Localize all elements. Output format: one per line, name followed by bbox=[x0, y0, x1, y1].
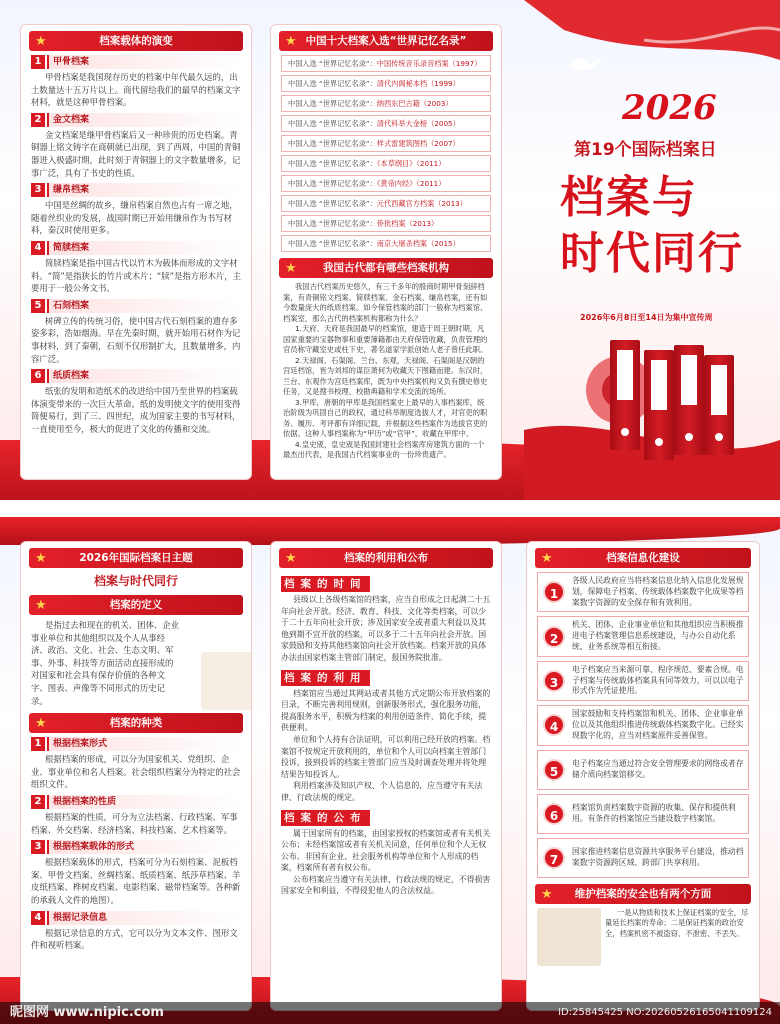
info-item bbox=[537, 838, 749, 878]
star-icon: ★ bbox=[541, 551, 553, 566]
star-icon: ★ bbox=[285, 261, 297, 276]
section-text: 利用档案涉及知识产权、个人信息的，应当遵守有关法律、行政法规的规定。 bbox=[281, 781, 483, 802]
definition-text: 是指过去和现在的机关、团体、企业事业单位和其他组织以及个人从事经济、政治、文化、社会、生态文明、军事、外事、科技等方面活动直接形成的对国家和社会具有保存价值的各种文字、图表、声像等不同形式的历史记录。 bbox=[31, 620, 179, 706]
item-number: 4 bbox=[31, 911, 45, 925]
item-text: 电子档案应当通过符合安全管理要求的网络或者存储介质向档案馆移交。 bbox=[572, 758, 744, 779]
panel-heading bbox=[279, 548, 493, 568]
section-use bbox=[281, 666, 491, 804]
star-icon: ★ bbox=[35, 34, 47, 49]
info-item bbox=[537, 750, 749, 790]
archive-folder bbox=[610, 340, 640, 450]
item-prefix: 中国入选 “世界记忆名录”： bbox=[288, 119, 377, 128]
item-name: 清代内阁秘本档（1999） bbox=[376, 79, 460, 88]
memory-list-item bbox=[281, 175, 491, 192]
cover-subtitle: 第19个国际档案日 bbox=[574, 140, 717, 160]
section-tag: 档案的时间 bbox=[281, 576, 370, 592]
info-item bbox=[537, 661, 749, 701]
carrier-text: 纸张的发明和造纸术的改进给中国乃至世界的档案载体演变带来的一次巨大革命。纸的发明使文字的使用变得简便易行，到了三、四世纪，成为国家主要的书写材料，一直使用至今，极大的促进了文化的传播和交流。 bbox=[31, 386, 241, 434]
item-name: 中国传统音乐录音档案（1997） bbox=[376, 59, 482, 68]
item-prefix: 中国入选 “世界记忆名录”： bbox=[288, 159, 377, 168]
item-prefix: 中国入选 “世界记忆名录”： bbox=[288, 219, 377, 228]
theme-line-2: 时代同行 bbox=[560, 228, 744, 279]
memory-list-item bbox=[281, 155, 491, 172]
item-number: 2 bbox=[543, 626, 565, 648]
institution-text: 1.天府、天府是我国最早的档案馆，建造于周王朝时期，凡国家重要的宝器物事和重要簿籍都由天府保管收藏，负责管理的官员称守藏室史或柱下史，著名道家学派创始人老子曾任此职。 bbox=[283, 324, 488, 354]
info-item bbox=[537, 705, 749, 745]
institution-text: 2.天禄阁、石渠阁、兰台、东观，天禄阁、石渠阁是汉朝的宫廷档馆，皆为刘邦的谋臣萧何为收藏天下图籍而建。东汉时，兰台、东观作为宫廷档案库，既为中央档案机构又负有撰史修史任务，又是搜书校理、校勘典籍和学术交流的场所。 bbox=[283, 355, 488, 396]
heading-text: 档案的定义 bbox=[109, 599, 163, 611]
item-prefix: 中国入选 “世界记忆名录”： bbox=[288, 139, 377, 148]
item-prefix: 中国入选 “世界记忆名录”： bbox=[288, 179, 377, 188]
item-name: 《黄帝内经》（2011） bbox=[376, 179, 446, 188]
carrier-heading bbox=[31, 55, 241, 69]
institution-text: 3.甲库，唐朝的甲库是我国档案史上最早的人事档案库，统治阶级为巩固自己的政权，通过科举制度选拔人才，对官吏的职务、履历、考评都有详细记载，并根据这些档案作为选拔官吏的依据。这种人事档案称为“甲历”或“官甲”，收藏在甲库中。 bbox=[283, 397, 488, 438]
info-item bbox=[537, 794, 749, 834]
section-time bbox=[281, 572, 491, 664]
item-number: 2 bbox=[31, 113, 45, 127]
item-title: 根据记录信息 bbox=[47, 911, 241, 925]
item-text: 机关、团体、企业事业单位和其他组织应当积极推进电子档案管理信息系统建设，与办公自动化系统、业务系统等相互衔接。 bbox=[572, 620, 744, 651]
front-side bbox=[0, 0, 780, 500]
institution-list bbox=[271, 324, 501, 461]
memory-list-item bbox=[281, 55, 491, 72]
kind-text: 根据记录信息的方式，它可以分为文本文件、图形文件和视听档案。 bbox=[31, 927, 238, 951]
cover-year: 2026 bbox=[622, 88, 717, 128]
panel-heading bbox=[279, 31, 493, 51]
section-publish bbox=[281, 806, 491, 898]
item-name: 样式雷建筑图档（2007） bbox=[376, 139, 460, 148]
carrier-heading bbox=[31, 299, 241, 313]
kind-heading bbox=[31, 795, 241, 809]
item-prefix: 中国入选 “世界记忆名录”： bbox=[288, 99, 377, 108]
heading-text: 中国十大档案入选“世界记忆名录” bbox=[305, 35, 467, 47]
heading-text: 2026年国际档案日主题 bbox=[79, 552, 193, 564]
section-tag: 档案的公布 bbox=[281, 810, 370, 826]
kinds-list bbox=[21, 737, 251, 952]
item-number: 3 bbox=[543, 670, 565, 692]
info-item bbox=[537, 572, 749, 612]
item-text: 国家推进档案信息资源共享服务平台建设，推动档案数字资源跨区域、跨部门共享利用。 bbox=[572, 846, 744, 867]
section-text: 档案馆应当通过其网站或者其他方式定期公布开放档案的目录，不断完善利用规则，创新服务形式，强化服务功能，提高服务水平，积极为档案的利用创造条件，简化手续，提供便利。 bbox=[281, 688, 491, 733]
side-gap bbox=[0, 500, 780, 517]
carrier-heading bbox=[31, 113, 241, 127]
item-name: 侨批档案（2013） bbox=[376, 219, 439, 228]
archive-folder bbox=[674, 345, 704, 455]
memory-list-item bbox=[281, 135, 491, 152]
section-text: 公布档案应当遵守有关法律、行政法规的规定，不得损害国家安全和利益，不得侵犯他人的合法权益。 bbox=[281, 874, 491, 896]
back-side bbox=[0, 517, 780, 1024]
item-number: 1 bbox=[31, 55, 45, 69]
heading-text: 维护档案的安全也有两个方面 bbox=[574, 887, 712, 900]
section-text: 县级以上各级档案馆的档案，应当自形成之日起满二十五年向社会开放。经济、教育、科技、文化等类档案，可以少于二十五年向社会开放；涉及国家安全或者重大利益以及其他到期不宜开放的档案，可以多于二十五年向社会开放。国家鼓励和支持其他档案馆向社会开放档案。档案开放的具体办法由国家档案主管部门制定，报国务院批准。 bbox=[281, 595, 491, 662]
meeting-illustration bbox=[201, 652, 252, 710]
watermark-left: 昵图网 www.nipic.com bbox=[10, 1005, 164, 1020]
kind-heading bbox=[31, 737, 241, 751]
item-title: 纸质档案 bbox=[47, 369, 241, 383]
panel-use-publish bbox=[270, 541, 502, 1011]
star-icon: ★ bbox=[35, 551, 47, 566]
archive-folder bbox=[644, 350, 674, 460]
panel-definition bbox=[20, 541, 252, 1011]
theme-line-1: 档案与 bbox=[560, 172, 698, 223]
item-title: 根据档案的性质 bbox=[47, 795, 241, 809]
item-number: 5 bbox=[543, 759, 565, 781]
item-prefix: 中国入选 “世界记忆名录”： bbox=[288, 59, 377, 68]
item-name: 《本草纲目》（2011） bbox=[376, 159, 446, 168]
item-name: 南京大屠杀档案（2015） bbox=[376, 239, 460, 248]
kind-text: 根据档案载体的形式，档案可分为石刻档案、泥板档案、甲骨文档案、丝绸档案、纸质档案、纸莎草档案、羊皮纸档案、桦树皮档案、电影档案、磁带档案等。各种新的承载人文件的地图）。 bbox=[31, 857, 241, 905]
item-prefix: 中国入选 “世界记忆名录”： bbox=[288, 239, 377, 248]
carrier-heading bbox=[31, 369, 241, 383]
item-text: 各级人民政府应当将档案信息化纳入信息化发展规划，保障电子档案、传统载体档案数字化成果等档案数字资源的安全保存和有效利用。 bbox=[572, 576, 744, 607]
item-number: 3 bbox=[31, 840, 45, 854]
info-item bbox=[537, 616, 749, 656]
kinds-heading bbox=[29, 713, 243, 733]
heading-text: 档案信息化建设 bbox=[606, 552, 680, 564]
memory-list bbox=[281, 55, 491, 252]
memory-list-item bbox=[281, 75, 491, 92]
star-icon: ★ bbox=[285, 34, 297, 49]
memory-list-item bbox=[281, 235, 491, 252]
panel-informatization bbox=[526, 541, 760, 1011]
item-number: 4 bbox=[543, 714, 565, 736]
carrier-text: 中国是丝绸的故乡，缣帛档案自然也占有一席之地，随着丝织业的发展，战国时期已开始用缣帛作为书写材料，秦汉时使用更多。 bbox=[31, 200, 238, 236]
heading-text: 档案的种类 bbox=[109, 717, 163, 730]
archive-folder bbox=[704, 355, 734, 455]
item-number: 6 bbox=[543, 803, 565, 825]
archivist-illustration bbox=[537, 908, 601, 966]
item-title: 根据档案载体的形式 bbox=[47, 840, 241, 854]
memory-list-item bbox=[281, 215, 491, 232]
panel-heading-2 bbox=[279, 258, 493, 278]
institution-text: 4.皇史宬，皇史宬是我国封建社会档案库房建筑方面的一个最杰出代表，是我国古代档案事业的一份珍贵遗产。 bbox=[283, 439, 485, 459]
watermark-bar bbox=[0, 1002, 780, 1024]
kind-heading bbox=[31, 911, 241, 925]
kind-text: 根据档案的形成，可以分为国家机关、党组织、企业、事业单位和名人档案。社会组织档案分为特定的社会组织文件。 bbox=[31, 754, 241, 790]
item-number: 5 bbox=[31, 299, 45, 313]
kind-text: 根据档案的性质，可分为立法档案、行政档案、军事档案、外交档案、经济档案、科技档案、艺术档案等。 bbox=[31, 811, 238, 835]
memory-list-item bbox=[281, 95, 491, 112]
theme-text: 档案与时代同行 bbox=[93, 574, 178, 588]
panel-heading bbox=[29, 31, 243, 51]
panel-world-memory bbox=[270, 24, 502, 480]
star-icon: ★ bbox=[35, 716, 47, 732]
item-title: 根据档案形式 bbox=[47, 737, 241, 751]
star-icon: ★ bbox=[35, 598, 47, 613]
item-text: 档案馆负责档案数字资源的收集、保存和提供利用。有条件的档案馆应当建设数字档案馆。 bbox=[572, 802, 736, 823]
item-title: 缣帛档案 bbox=[47, 183, 241, 197]
section-text: 单位和个人持有合法证明，可以利用已经开放的档案。档案馆不按规定开放利用的，单位和个人可以向档案主管部门投诉，接到投诉的档案主管部门应当及时调查处理并将处理结果告知投诉人。 bbox=[281, 734, 491, 779]
definition-heading bbox=[29, 595, 243, 615]
carrier-list bbox=[21, 55, 251, 435]
cover-date: 2026年6月8日至14日为集中宣传周 bbox=[580, 313, 713, 322]
star-icon: ★ bbox=[285, 551, 297, 566]
carrier-text: 树碑立传的传统习俗，使中国古代石刻档案的遗存多姿多彩，浩如烟海。早在先秦时期，就开始用石材作为记事材料，到了秦朝，石刻不仅形制扩大，且数量增多，内容广泛。 bbox=[31, 315, 241, 364]
panel-heading bbox=[535, 548, 751, 568]
item-text: 电子档案应当来源可靠、程序规范、要素合规。电子档案与传统载体档案具有同等效力，可以以电子形式作为凭证使用。 bbox=[572, 664, 744, 696]
carrier-text: 简牍档案是指中国古代以竹木为载体而形成的文字材料。“简”是指狭长的竹片或木片；“牍”是指方形木片，主要用于一般公务文书。 bbox=[31, 257, 241, 294]
item-title: 金文档案 bbox=[47, 113, 241, 127]
security-heading bbox=[535, 884, 751, 904]
item-title: 甲骨档案 bbox=[47, 55, 241, 69]
item-number: 1 bbox=[543, 581, 565, 603]
intro-text: 我国古代档案历史悠久，有三千多年的殷商时期甲骨刻辞档案，有青铜铭文档案、简牍档案、金石档案、缣帛档案，还有如今数量庞大的纸质档案。如今保管档案的部门一般称为档案馆、档案室，那么古代的档案机构都称为什么？ bbox=[283, 282, 488, 323]
watermark-right: ID:25845425 NO:20260526165041109124 bbox=[558, 1007, 772, 1018]
item-number: 1 bbox=[31, 737, 45, 751]
kind-heading bbox=[31, 840, 241, 854]
item-number: 6 bbox=[31, 369, 45, 383]
item-prefix: 中国入选 “世界记忆名录”： bbox=[288, 199, 377, 208]
security-block bbox=[537, 908, 749, 966]
item-title: 简牍档案 bbox=[47, 241, 241, 255]
cover-theme bbox=[560, 170, 744, 282]
item-name: 纳西东巴古籍（2003） bbox=[376, 99, 453, 108]
memory-list-item bbox=[281, 115, 491, 132]
security-text: 一是从物质和技术上保证档案的安全，尽量延长档案的寿命；二是保证档案的政治安全，档案机密不被盗窃、不泄密、不丢失。 bbox=[605, 907, 749, 938]
item-number: 7 bbox=[543, 847, 565, 869]
memory-list-item bbox=[281, 195, 491, 212]
item-number: 4 bbox=[31, 241, 45, 255]
item-title: 石刻档案 bbox=[47, 299, 241, 313]
heading-text: 档案的利用和公布 bbox=[344, 552, 428, 564]
heading-text: 我国古代都有哪些档案机构 bbox=[323, 262, 449, 274]
heading-text: 档案载体的演变 bbox=[99, 35, 173, 47]
star-icon: ★ bbox=[541, 886, 553, 902]
informatization-list bbox=[527, 572, 759, 878]
item-name: 清代科举大金榜（2005） bbox=[376, 119, 460, 128]
carrier-text: 甲骨档案是我国现存历史的档案中年代最久远的，出土数量达十五万片以上。商代留给我们的最早的档案文字材料，就是这种甲骨档案。 bbox=[31, 72, 241, 108]
dove-icon bbox=[568, 58, 602, 71]
section-text: 属于国家所有的档案，由国家授权的档案馆或者有关机关公布；未经档案馆或者有关机关同意，任何单位和个人无权公布。非国有企业、社会服务机构等单位和个人形成的档案，档案所有者有权公布。 bbox=[281, 828, 491, 873]
carrier-heading bbox=[31, 183, 241, 197]
item-name: 元代西藏官方档案（2013） bbox=[376, 199, 467, 208]
panel-carrier-evolution bbox=[20, 24, 252, 480]
item-prefix: 中国入选 “世界记忆名录”： bbox=[288, 79, 377, 88]
carrier-heading bbox=[31, 241, 241, 255]
item-number: 3 bbox=[31, 183, 45, 197]
item-number: 2 bbox=[31, 795, 45, 809]
section-tag: 档案的利用 bbox=[281, 670, 370, 686]
carrier-text: 金文档案是继甲骨档案后又一种珍贵的历史档案。青铜器上铭文铸字在商朝就已出现，到了西周，中国的青铜器进入极盛时期，此时刻于青铜器上的文字数量增多，记事广泛，具有了书史的性质。 bbox=[31, 129, 241, 178]
item-text: 国家鼓励和支持档案馆和机关、团体、企业事业单位以及其他组织推进传统载体档案数字化。已经实现数字化的，应当对档案原件妥善保管。 bbox=[572, 709, 744, 740]
panel-heading bbox=[29, 548, 243, 568]
